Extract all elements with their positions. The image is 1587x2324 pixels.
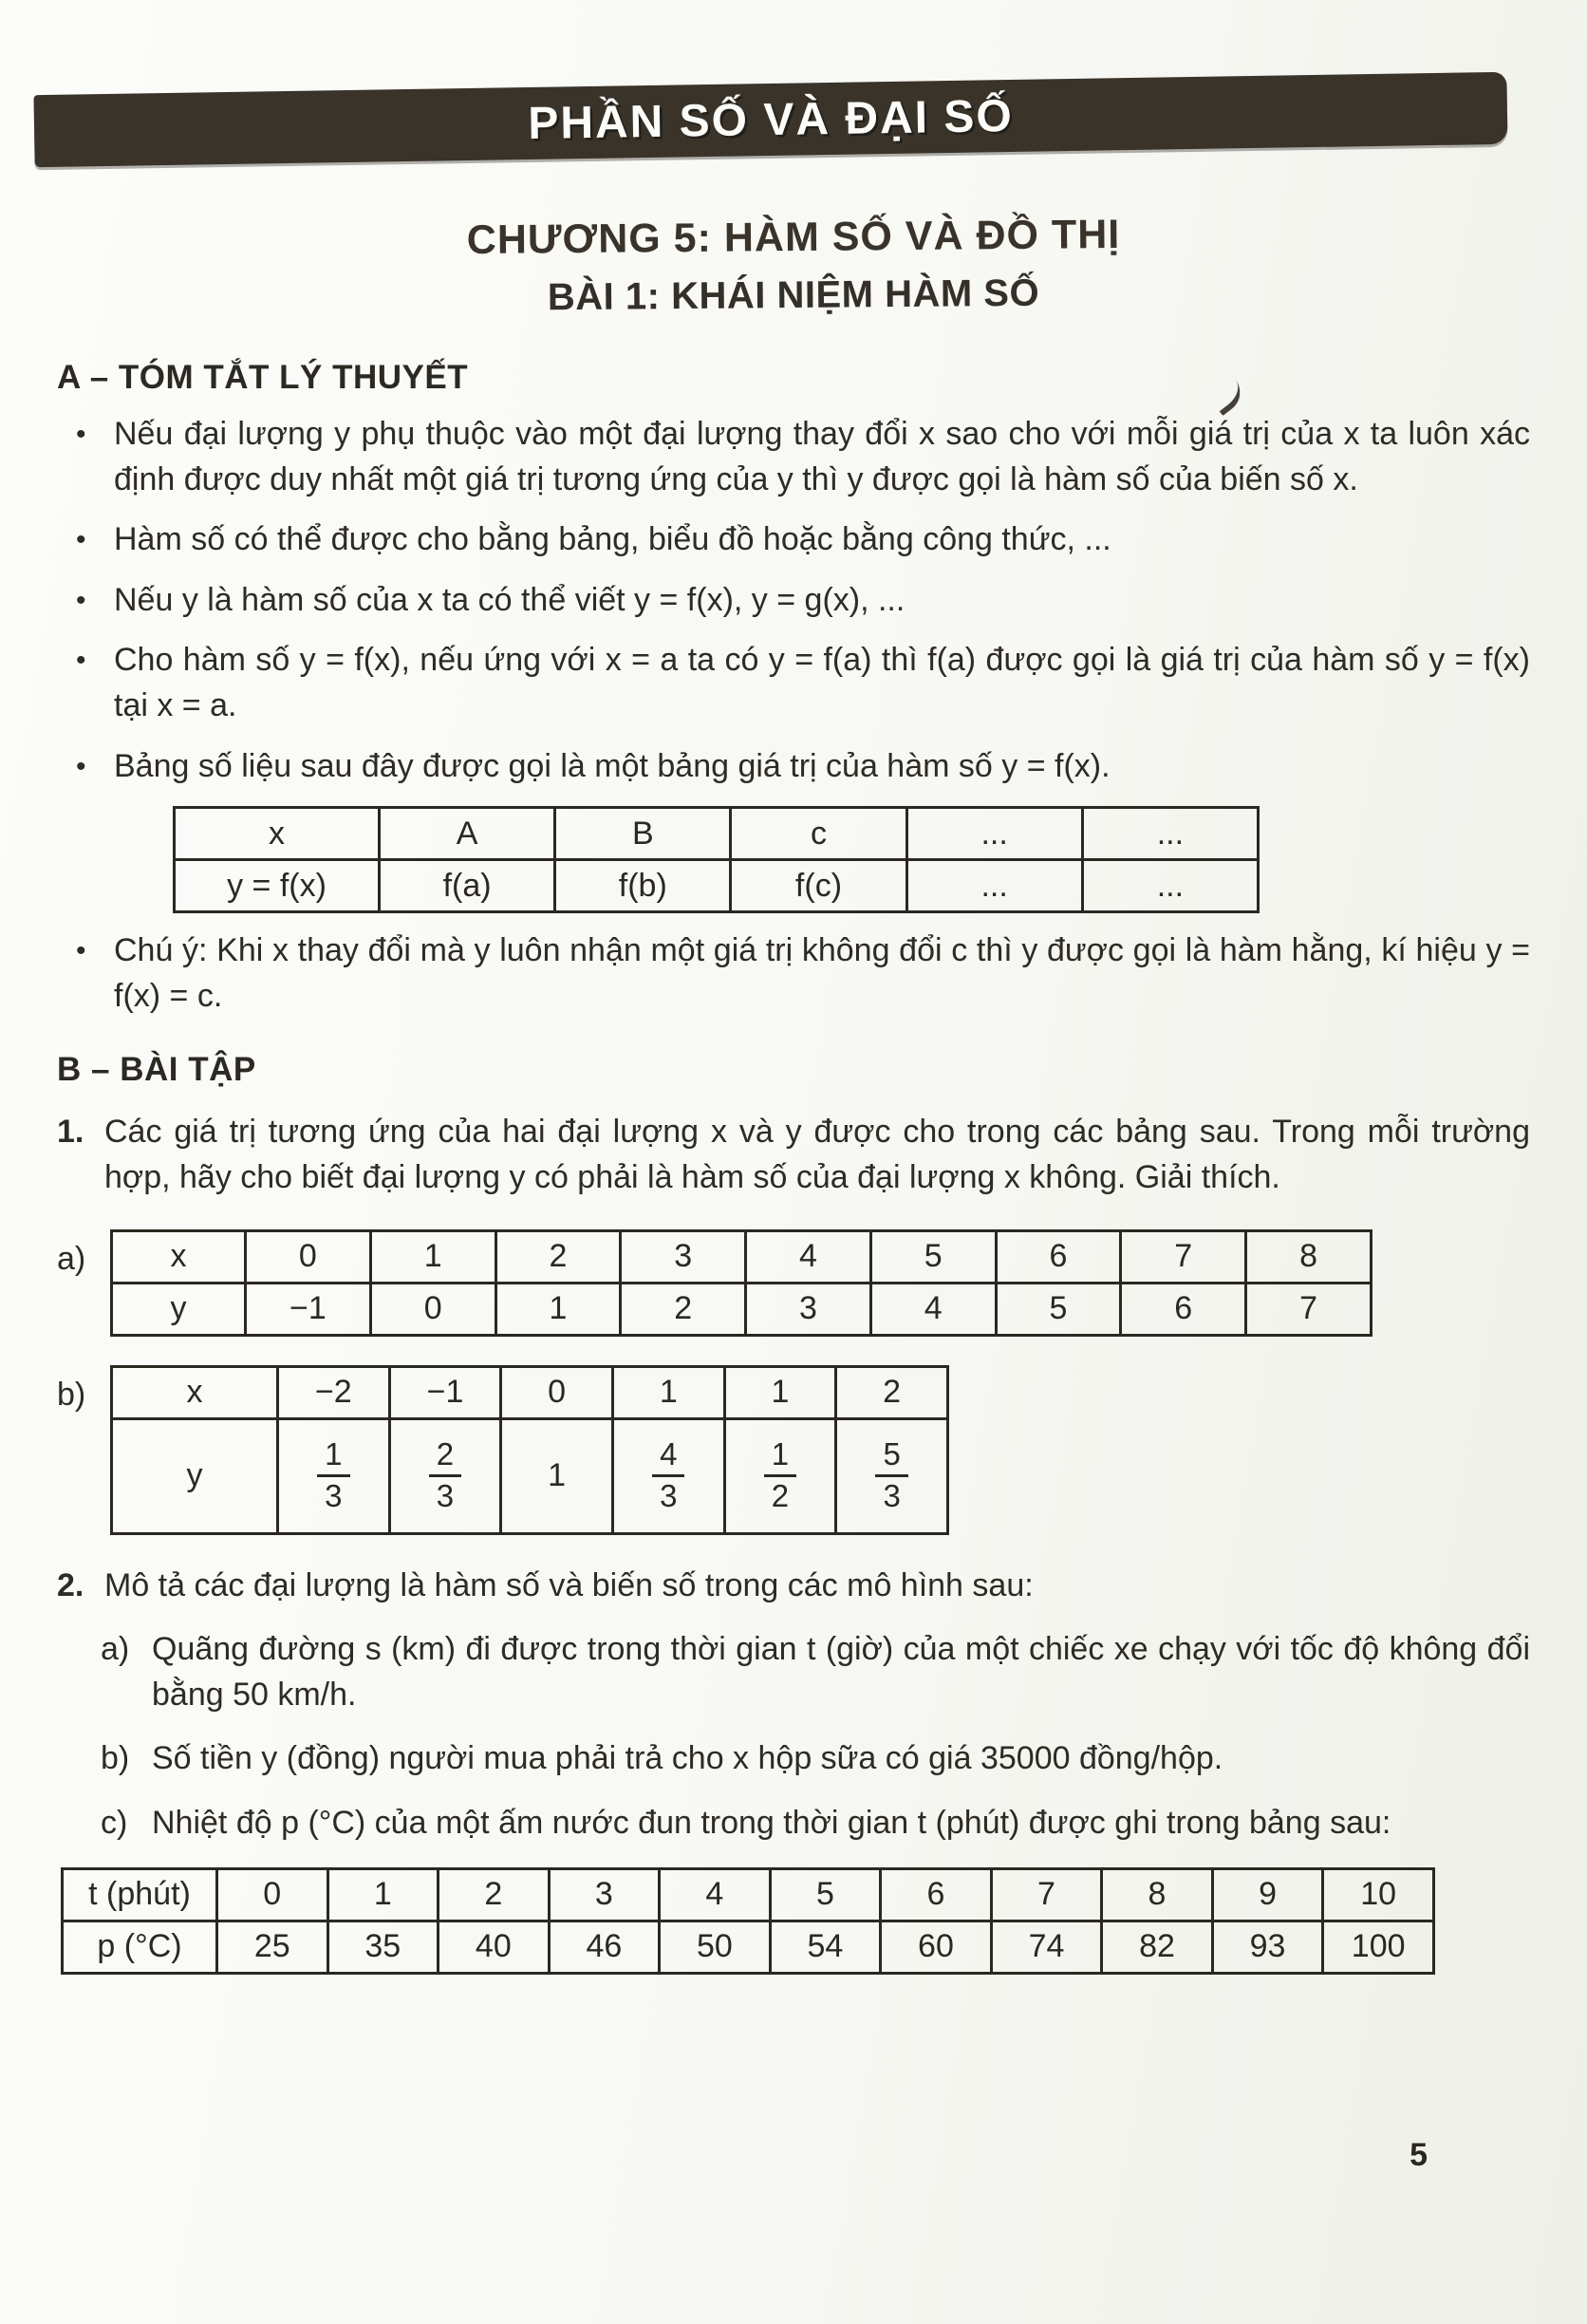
table-cell: 9 — [1212, 1868, 1323, 1921]
table-cell: 5 — [770, 1868, 881, 1921]
table-cell: −1 — [246, 1283, 371, 1335]
bullet-dot: • — [76, 584, 86, 616]
temperature-table — [61, 1867, 1435, 1975]
bullet-item — [57, 517, 1530, 563]
table-cell: 1 — [495, 1283, 621, 1335]
table-cell: y — [112, 1283, 246, 1335]
bullet-item — [57, 638, 1530, 728]
table-cell: y = f(x) — [175, 860, 380, 912]
table-cell: 50 — [660, 1921, 771, 1973]
table-cell: p (°C) — [63, 1921, 217, 1973]
table-cell: f(b) — [555, 860, 731, 912]
page-content — [0, 186, 1587, 1975]
table-cell: y — [112, 1418, 278, 1533]
problem-2 — [57, 1564, 1530, 1609]
table-cell: 74 — [991, 1921, 1102, 1973]
subitem-label: c) — [101, 1804, 128, 1841]
note-item — [57, 928, 1530, 1019]
table-cell: A — [380, 808, 555, 860]
table-cell: ... — [1082, 860, 1258, 912]
fraction: $\frac{4}{3}$ — [652, 1438, 684, 1512]
table-cell: 35 — [327, 1921, 439, 1973]
bullet-text: Nếu y là hàm số của x ta có thể viết y = f(x), y = g(x), ... — [114, 581, 906, 618]
subitem-label: a) — [101, 1631, 130, 1668]
bullet-dot: • — [76, 750, 86, 782]
bullet-item — [57, 412, 1530, 502]
table-cell: 1 — [612, 1366, 724, 1418]
table-cell: 4 — [660, 1868, 771, 1921]
bullet-item — [57, 744, 1530, 790]
bullet-dot: • — [76, 645, 86, 677]
table-cell: f(c) — [731, 860, 906, 912]
values-table — [173, 806, 1260, 913]
table-cell: 1 — [724, 1366, 836, 1418]
problem-number: 2. — [57, 1566, 84, 1603]
table-cell: c — [731, 808, 906, 860]
table-cell: 2 — [836, 1366, 948, 1418]
bullet-text: Cho hàm số y = f(x), nếu ứng với x = a ta có y = f(a) thì f(a) được gọi là giá trị của hàm số y = f(x) tại x = a. — [114, 642, 1530, 723]
table-cell: 8 — [1246, 1230, 1372, 1283]
table-cell: x — [112, 1366, 278, 1418]
note-text: Chú ý: Khi x thay đổi mà y luôn nhận một giá trị không đổi c thì y được gọi là hàm hằng, kí hiệu y = f(x) = c. — [114, 932, 1530, 1014]
table-cell — [836, 1418, 948, 1533]
table-cell: 46 — [549, 1921, 660, 1973]
problem-text: Mô tả các đại lượng là hàm số và biến số trong các mô hình sau: — [104, 1566, 1034, 1603]
subitem-label: b) — [101, 1740, 130, 1777]
subitem-text: Quãng đường s (km) đi được trong thời gian t (giờ) của một chiếc xe chạy với tốc độ không đổi bằng 50 km/h. — [152, 1631, 1530, 1713]
section-a-title: A – TÓM TẮT LÝ THUYẾT — [57, 359, 469, 396]
problem-text: Các giá trị tương ứng của hai đại lượng x và y được cho trong các bảng sau. Trong mỗi trường hợp, hãy cho biết đại lượng y có phải là hàm số của đại lượng x không. Giải thích. — [104, 1114, 1530, 1195]
problem-1 — [57, 1110, 1530, 1200]
table-cell: 3 — [621, 1230, 746, 1283]
table-cell: 1 — [501, 1418, 613, 1533]
table-cell — [389, 1418, 501, 1533]
table-cell: ... — [1082, 808, 1258, 860]
table-cell: 7 — [991, 1868, 1102, 1921]
table-cell: ... — [906, 860, 1082, 912]
table-cell: 4 — [870, 1283, 996, 1335]
table-cell: ... — [906, 808, 1082, 860]
section-b-title: B – BÀI TẬP — [57, 1051, 256, 1089]
table-cell: B — [555, 808, 731, 860]
table-b-label: b) — [57, 1376, 86, 1413]
table-cell: 60 — [881, 1921, 992, 1973]
table-cell: 1 — [370, 1230, 495, 1283]
table-cell: 5 — [996, 1283, 1121, 1335]
table-cell: f(a) — [380, 860, 555, 912]
subitem-text: Số tiền y (đồng) người mua phải trả cho x hộp sữa có giá 35000 đồng/hộp. — [152, 1740, 1223, 1777]
table-cell: 10 — [1323, 1868, 1434, 1921]
lesson-title: BÀI 1: KHÁI NIỆM HÀM SỐ — [547, 272, 1040, 319]
table-cell: 6 — [881, 1868, 992, 1921]
problem-2-item-b — [101, 1736, 1530, 1782]
table-cell: 0 — [370, 1283, 495, 1335]
table-cell: 4 — [746, 1230, 871, 1283]
bullet-text: Nếu đại lượng y phụ thuộc vào một đại lượng thay đổi x sao cho với mỗi giá trị của x ta luôn xác định được duy nhất một giá trị tương ứng của y thì y được gọi là hàm số của biến số x. — [114, 416, 1530, 497]
table-cell: 25 — [217, 1921, 328, 1973]
table-cell — [278, 1418, 390, 1533]
table-cell: 93 — [1212, 1921, 1323, 1973]
table-cell: 40 — [439, 1921, 550, 1973]
bullet-dot: • — [76, 935, 86, 967]
fraction: $\frac{5}{3}$ — [875, 1438, 907, 1512]
table-cell: 8 — [1102, 1868, 1213, 1921]
table-cell: −2 — [278, 1366, 390, 1418]
problem-2-item-c — [101, 1801, 1530, 1846]
table-a — [110, 1229, 1372, 1337]
table-cell: t (phút) — [63, 1868, 217, 1921]
table-cell: 82 — [1102, 1921, 1213, 1973]
table-cell: 54 — [770, 1921, 881, 1973]
table-cell: 5 — [870, 1230, 996, 1283]
table-cell — [724, 1418, 836, 1533]
table-cell — [612, 1418, 724, 1533]
fraction: $\frac{1}{3}$ — [317, 1438, 349, 1512]
table-cell: 6 — [996, 1230, 1121, 1283]
table-cell: 6 — [1121, 1283, 1246, 1335]
problem-2-item-a — [101, 1627, 1530, 1717]
table-cell: x — [112, 1230, 246, 1283]
bullet-dot: • — [76, 524, 86, 556]
table-cell: 0 — [501, 1366, 613, 1418]
bullet-text: Bảng số liệu sau đây được gọi là một bảng giá trị của hàm số y = f(x). — [114, 747, 1111, 784]
table-cell: 3 — [549, 1868, 660, 1921]
table-cell: 1 — [327, 1868, 439, 1921]
table-cell: 3 — [746, 1283, 871, 1335]
part-banner — [33, 72, 1507, 167]
table-cell: 2 — [439, 1868, 550, 1921]
table-cell: x — [175, 808, 380, 860]
fraction: $\frac{2}{3}$ — [429, 1438, 461, 1512]
table-cell: 2 — [621, 1283, 746, 1335]
problem-number: 1. — [57, 1114, 84, 1151]
table-cell: 100 — [1323, 1921, 1434, 1973]
page-number: 5 — [1410, 2137, 1428, 2173]
table-b-row — [57, 1365, 1530, 1535]
table-cell: 2 — [495, 1230, 621, 1283]
chapter-title: CHƯƠNG 5: HÀM SỐ VÀ ĐỒ THỊ — [466, 211, 1121, 264]
table-cell: 7 — [1121, 1230, 1246, 1283]
bullet-text: Hàm số có thể được cho bằng bảng, biểu đồ hoặc bằng công thức, ... — [114, 521, 1111, 558]
fraction: $\frac{1}{2}$ — [764, 1438, 796, 1512]
heading-block — [57, 211, 1530, 319]
part-banner-title: PHẦN SỐ VÀ ĐẠI SỐ — [527, 90, 1015, 149]
table-cell: 0 — [217, 1868, 328, 1921]
bullet-item — [57, 578, 1530, 624]
bullet-dot: • — [76, 419, 86, 450]
table-cell: 7 — [1246, 1283, 1372, 1335]
table-cell: −1 — [389, 1366, 501, 1418]
table-b — [110, 1365, 949, 1535]
table-a-row — [57, 1229, 1530, 1337]
table-a-label: a) — [57, 1240, 86, 1277]
table-cell: 0 — [246, 1230, 371, 1283]
subitem-text: Nhiệt độ p (°C) của một ấm nước đun trong thời gian t (phút) được ghi trong bảng sau: — [152, 1804, 1391, 1841]
